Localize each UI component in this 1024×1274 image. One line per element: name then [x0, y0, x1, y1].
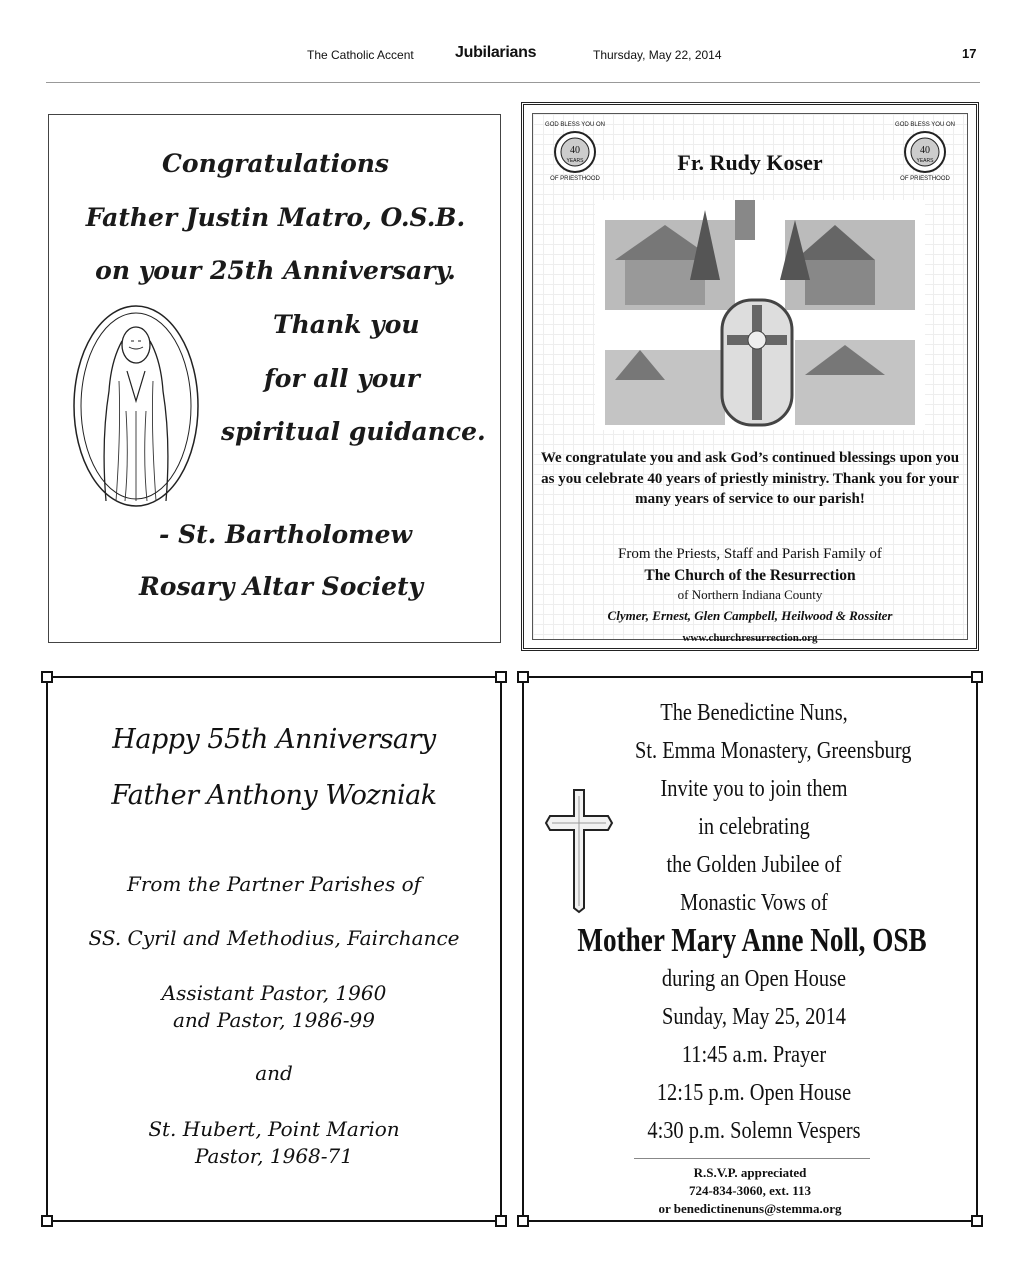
ad1-line2: Father Justin Matro, O.S.B.	[85, 203, 466, 232]
svg-text:40: 40	[570, 145, 580, 156]
ad-wozniak-anniversary	[46, 676, 502, 1222]
ad1-line6: spiritual guidance.	[221, 417, 486, 446]
publication-name: The Catholic Accent	[307, 48, 414, 62]
ad3-para4: and	[255, 1061, 293, 1085]
ad4-email: or benedictinenuns@stemma.org	[658, 1201, 842, 1216]
header-rule	[46, 82, 980, 83]
svg-text:40: 40	[920, 145, 930, 156]
ad2-towns: Clymer, Ernest, Glen Campbell, Heilwood & Rossiter	[607, 608, 893, 623]
ad2-from: From the Priests, Staff and Parish Family of	[618, 546, 882, 562]
svg-text:YEARS: YEARS	[566, 158, 584, 164]
ad4-phone: 724-834-3060, ext. 113	[688, 1183, 812, 1198]
ad4-line8: Sunday, May 25, 2014	[662, 1004, 846, 1030]
issue-date: Thursday, May 22, 2014	[593, 48, 722, 62]
ad3-para1: From the Partner Parishes of	[126, 872, 422, 896]
ad4-separator	[634, 1158, 870, 1159]
ad2-title: Fr. Rudy Koser	[677, 150, 823, 175]
frame-corner	[495, 671, 507, 683]
ad3-para5a: St. Hubert, Point Marion	[148, 1117, 400, 1141]
ad4-line2: St. Emma Monastery, Greensburg	[635, 738, 912, 764]
seal-right-top-text: GOD BLESS YOU ON	[895, 122, 955, 128]
section-title: Jubilarians	[455, 44, 537, 61]
ad3-para5	[48, 1116, 500, 1170]
ad4-line10: 12:15 p.m. Open House	[656, 1080, 852, 1106]
page-header	[0, 44, 1024, 74]
ad4-rsvp: R.S.V.P. appreciated	[693, 1165, 807, 1180]
ad4-line4: in celebrating	[698, 814, 810, 840]
ad2-county: of Northern Indiana County	[677, 587, 823, 602]
ad1-line1: Congratulations	[162, 149, 389, 178]
ad4-line6: Monastic Vows of	[680, 890, 828, 916]
ad1-line3: on your 25th Anniversary.	[95, 256, 456, 285]
cross-icon	[542, 786, 616, 914]
ad1-line4: Thank you	[273, 310, 420, 339]
ad2-church-name: The Church of the Resurrection	[644, 567, 856, 584]
ad3-para2: SS. Cyril and Methodius, Fairchance	[88, 926, 460, 950]
ad3-para3a: Assistant Pastor, 1960	[161, 981, 387, 1005]
ad3-heading1: Happy 55th Anniversary	[112, 724, 436, 755]
seal-left-bottom-text: OF PRIESTHOOD	[550, 176, 600, 182]
ad4-line1: The Benedictine Nuns,	[660, 700, 848, 726]
svg-text:YEARS: YEARS	[916, 158, 934, 164]
ad3-para5b: Pastor, 1968-71	[194, 1144, 353, 1168]
ad3-para3b: and Pastor, 1986-99	[173, 1008, 375, 1032]
church-collage-photo	[595, 200, 925, 430]
ad3-para3	[48, 980, 500, 1034]
seal-left-top-text: GOD BLESS YOU ON	[545, 122, 605, 128]
ad4-line7: during an Open House	[661, 966, 847, 992]
ad2-message: We congratulate you and ask God’s continued blessings upon you as you celebrate 40 years of priestly ministry. Thank you for your many years of service to our parish!	[540, 450, 960, 507]
page-number: 17	[962, 46, 977, 61]
frame-corner	[971, 671, 983, 683]
frame-corner	[41, 671, 53, 683]
ad-koser-anniversary	[521, 102, 979, 651]
ad1-signature: - St. Bartholomew	[159, 520, 413, 549]
ad-noll-jubilee	[522, 676, 978, 1222]
ad1-society: Rosary Altar Society	[139, 572, 424, 601]
ad2-inner-border	[532, 113, 968, 644]
ad-matro-anniversary	[48, 114, 501, 643]
ad2-website: www.churchresurrection.org	[682, 632, 818, 644]
ad4-line9: 11:45 a.m. Prayer	[681, 1042, 827, 1068]
ad4-honoree: Mother Mary Anne Noll, OSB	[577, 922, 927, 959]
mary-illustration	[61, 301, 211, 511]
frame-corner	[41, 1215, 53, 1227]
ad4-line3: Invite you to join them	[660, 776, 848, 802]
ad4-line11: 4:30 p.m. Solemn Vespers	[647, 1118, 861, 1144]
seal-right-bottom-text: OF PRIESTHOOD	[900, 176, 950, 182]
ad4-line5: the Golden Jubilee of	[666, 852, 842, 878]
ad3-heading2: Father Anthony Wozniak	[111, 780, 437, 811]
frame-corner	[517, 671, 529, 683]
ad1-line5: for all your	[264, 364, 420, 393]
frame-corner	[495, 1215, 507, 1227]
